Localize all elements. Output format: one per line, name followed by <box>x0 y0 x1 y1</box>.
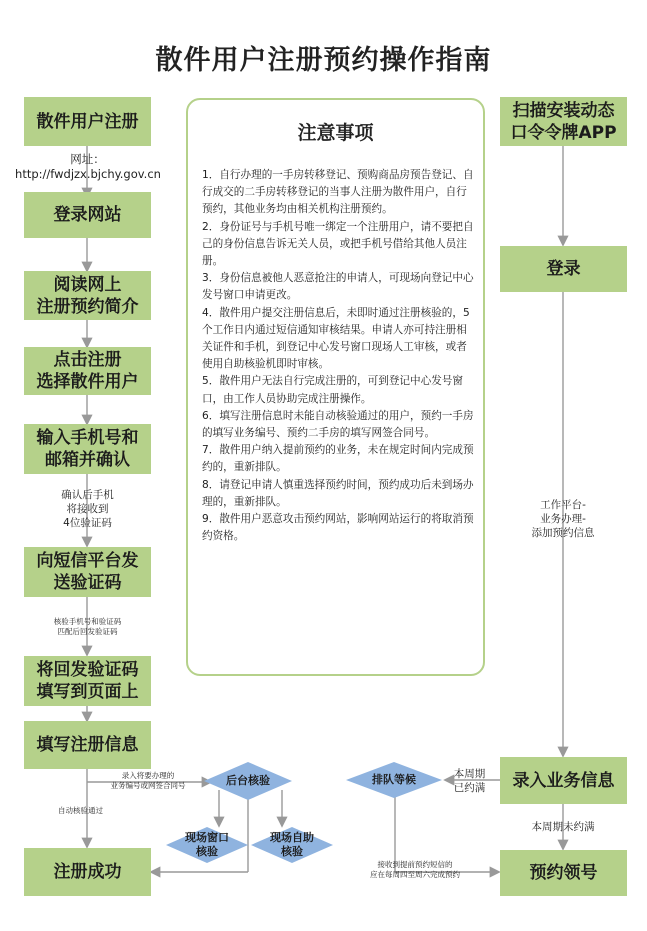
queue-note: 接收到提前预约短信的 应在每周四至周六完成预约 <box>370 860 460 879</box>
step-login: 登录 <box>500 246 627 292</box>
step-get-number: 预约领号 <box>500 850 627 896</box>
note-item: 7．散件用户纳入提前预约的业务，未在规定时间内完成预约的，重新排队。 <box>202 444 474 474</box>
notes-title: 注意事项 <box>297 122 374 144</box>
step-fill-code: 将回发验证码 填写到页面上 <box>24 656 151 706</box>
note-item: 5．散件用户无法自行完成注册的，可到登记中心发号窗口，由工作人员协助完成注册操作。 <box>202 375 463 405</box>
week-full-note: 本周期 已约满 <box>453 768 486 794</box>
backend-note: 录入将要办理的 业务编号或网签合同号 <box>110 771 186 790</box>
url-label: 网址： <box>70 152 105 166</box>
platform-note: 工作平台- 业务办理- 添加预约信息 <box>531 499 595 539</box>
step-read-intro: 阅读网上 注册预约简介 <box>24 271 151 320</box>
verify-note: 核验手机号和验证码 匹配后回发验证码 <box>53 617 122 636</box>
step-send-code: 向短信平台发 送验证码 <box>24 547 151 597</box>
step-login-site: 登录网站 <box>24 192 151 238</box>
step-enter-phone: 输入手机号和 邮箱并确认 <box>24 424 151 474</box>
step-click-register: 点击注册 选择散件用户 <box>24 347 151 395</box>
note-item: 1．自行办理的一手房转移登记、预购商品房预告登记、自行成交的二手房转移登记的当事人注册为散件用户，自行预约，其他业务均由相关机构注册预约。 <box>202 169 474 216</box>
note-item: 2．身份证号与手机号唯一绑定一个注册用户，请不要把自己的身份信息告诉无关人员，或把手机号借给其他人员注册。 <box>202 220 474 268</box>
note-item: 4．散件用户提交注册信息后，未即时通过注册核验的，5个工作日内通过短信通知审核结果。申请人亦可持注册相关证件和手机，到登记中心发号窗口现场人工审核，或者使用自助核验机即时审核。 <box>202 306 470 371</box>
backend-check-label: 后台核验 <box>226 774 270 787</box>
page-title: 散件用户注册预约操作指南 <box>155 45 492 76</box>
step-register: 散件用户注册 <box>24 97 151 146</box>
auto-pass-note: 自动核验通过 <box>58 806 103 815</box>
note-item: 9．散件用户恶意攻击预约网站，影响网站运行的将取消预约资格。 <box>202 513 474 543</box>
self-check-label: 现场自助 核验 <box>270 831 314 858</box>
step-scan-app: 扫描安装动态 口令令牌APP <box>500 97 627 146</box>
step-enter-business: 录入业务信息 <box>500 757 627 804</box>
window-check-label: 现场窗口 核验 <box>185 831 229 858</box>
url-link[interactable]: http://fwdjzx.bjchy.gov.cn <box>15 167 161 181</box>
queue-label: 排队等候 <box>372 773 416 786</box>
step-fill-info: 填写注册信息 <box>24 721 151 769</box>
note-item: 3．身份信息被他人恶意抢注的申请人，可现场向登记中心发号窗口申请更改。 <box>202 272 474 302</box>
note-item: 6．填写注册信息时未能自动核验通过的用户，预约一手房的填写业务编号、预约二手房的填写网签合同号。 <box>202 409 474 440</box>
note-item: 8．请登记申请人慎重选择预约时间，预约成功后未到场办理的，重新排队。 <box>202 478 474 508</box>
week-not-full-note: 本周期未约满 <box>531 821 595 833</box>
step-success: 注册成功 <box>24 848 151 896</box>
notes-panel <box>186 98 485 676</box>
confirm-note: 确认后手机 将接收到 4位验证码 <box>61 489 114 529</box>
notes-list <box>202 167 474 545</box>
